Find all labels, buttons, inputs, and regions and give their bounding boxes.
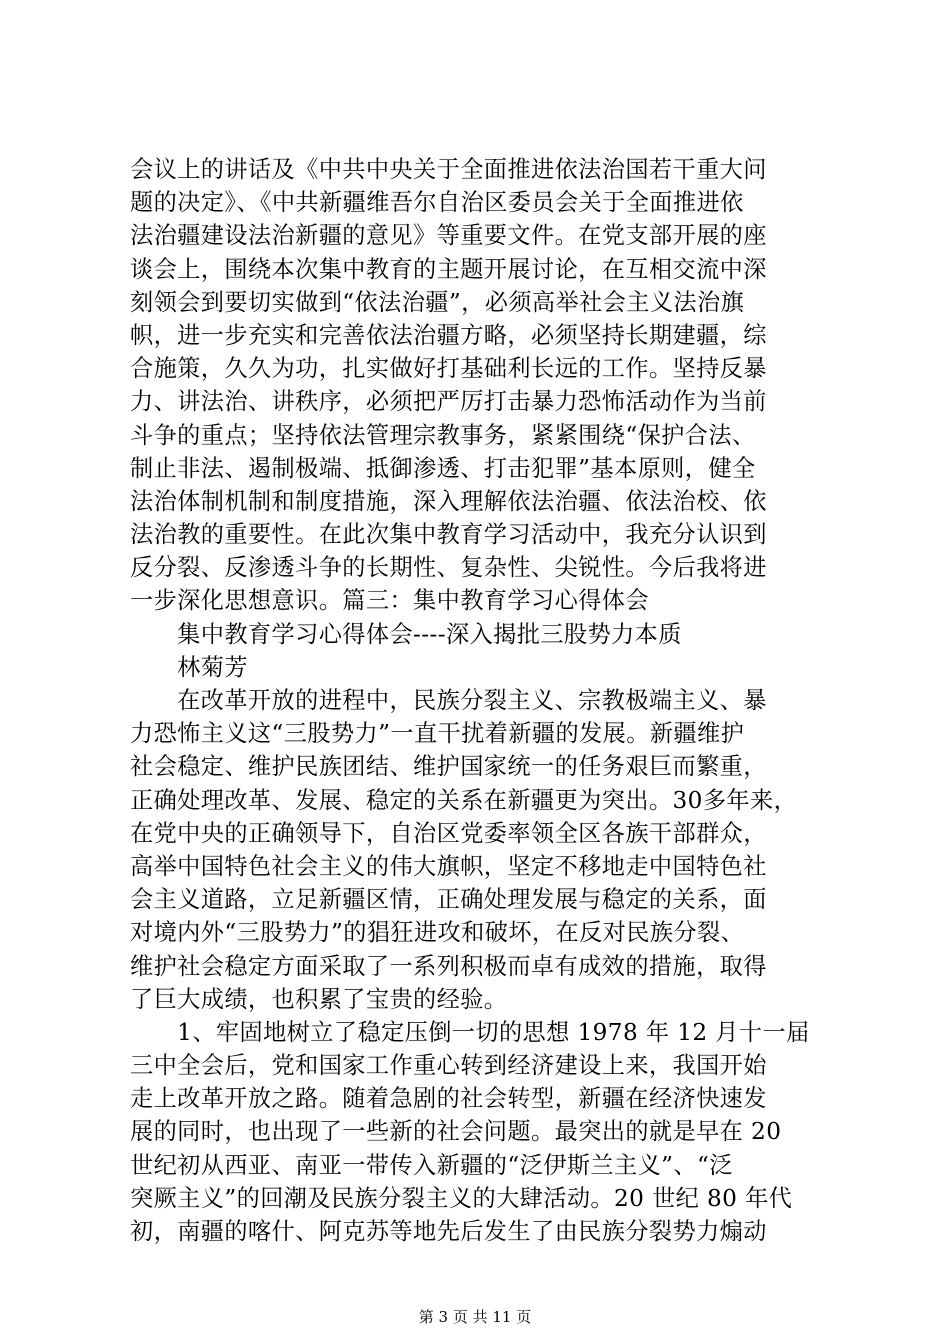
section-title-line: 集中教育学习心得体会----深入揭批三股势力本质 <box>130 620 682 648</box>
text-line: 法治教的重要性。在此次集中教育学习活动中，我充分认识到 <box>130 521 767 549</box>
text-line: 谈会上，围绕本次集中教育的主题开展讨论，在互相交流中深 <box>130 255 767 283</box>
text-line: 展的同时，也出现了一些新的社会问题。最突出的就是早在 20 <box>130 1118 782 1146</box>
text-line: 法治体制机制和制度措施，深入理解依法治疆、依法治校、依 <box>130 487 767 515</box>
text-line: 合施策，久久为功，扎实做好打基础利长远的工作。坚持反暴 <box>130 355 767 383</box>
text-line: 对境内外“三股势力”的猖狂进攻和破坏，在反对民族分裂、 <box>130 919 745 947</box>
text-line: 一步深化思想意识。篇三：集中教育学习心得体会 <box>130 587 649 615</box>
text-line: 在党中央的正确领导下，自治区党委率领全区各族干部群众， <box>130 819 767 847</box>
text-line: 反分裂、反渗透斗争的长期性、复杂性、尖锐性。今后我将进 <box>130 554 767 582</box>
text-line: 斗争的重点；坚持依法管理宗教事务，紧紧围绕“保护合法、 <box>130 421 756 449</box>
text-line: 突厥主义”的回潮及民族分裂主义的大肆活动。20 世纪 80 年代 <box>130 1184 793 1212</box>
author-line: 林菊芳 <box>130 653 248 681</box>
text-line: 刻领会到要切实做到“依法治疆”，必须高举社会主义法治旗 <box>130 288 745 316</box>
text-line: 了巨大成绩，也积累了宝贵的经验。 <box>130 985 508 1013</box>
text-line: 初，南疆的喀什、阿克苏等地先后发生了由民族分裂势力煽动 <box>130 1218 767 1245</box>
text-line: 制止非法、遏制极端、抵御渗透、打击犯罪”基本原则，健全 <box>130 454 756 482</box>
text-line: 维护社会稳定方面采取了一系列积极而卓有成效的措施，取得 <box>130 952 767 980</box>
text-line: 社会稳定、维护民族团结、维护国家统一的任务艰巨而繁重， <box>130 753 767 781</box>
text-line: 力、讲法治、讲秩序，必须把严厉打击暴力恐怖活动作为当前 <box>130 388 767 416</box>
text-line: 走上改革开放之路。随着急剧的社会转型，新疆在经济快速发 <box>130 1085 767 1113</box>
text-line: 三中全会后，党和国家工作重心转到经济建设上来，我国开始 <box>130 1052 767 1080</box>
text-line: 世纪初从西亚、南亚一带传入新疆的“泛伊斯兰主义”、“泛 <box>130 1151 733 1179</box>
text-line: 高举中国特色社会主义的伟大旗帜，坚定不移地走中国特色社 <box>130 852 767 880</box>
text-line: 会议上的讲话及《中共中央关于全面推进依法治国若干重大问 <box>130 156 767 183</box>
text-line: 法治疆建设法治新疆的意见》等重要文件。在党支部开展的座 <box>130 222 767 250</box>
text-line: 正确处理改革、发展、稳定的关系在新疆更为突出。30多年来， <box>130 786 798 814</box>
page-footer: 第 3 页 共 11 页 <box>418 1308 532 1326</box>
text-line: 会主义道路，立足新疆区情，正确处理发展与稳定的关系，面 <box>130 886 767 914</box>
text-line: 在改革开放的进程中，民族分裂主义、宗教极端主义、暴 <box>130 687 767 714</box>
body-text <box>130 153 830 1248</box>
text-line: 1、牢固地树立了稳定压倒一切的思想 1978 年 12 月十一届 <box>130 1018 810 1046</box>
text-line: 题的决定》、《中共新疆维吾尔自治区委员会关于全面推进依 <box>130 189 744 217</box>
text-line: 帜，进一步充实和完善依法治疆方略，必须坚持长期建疆，综 <box>130 321 767 349</box>
text-line: 力恐怖主义这“三股势力”一直干扰着新疆的发展。新疆维护 <box>130 720 745 748</box>
